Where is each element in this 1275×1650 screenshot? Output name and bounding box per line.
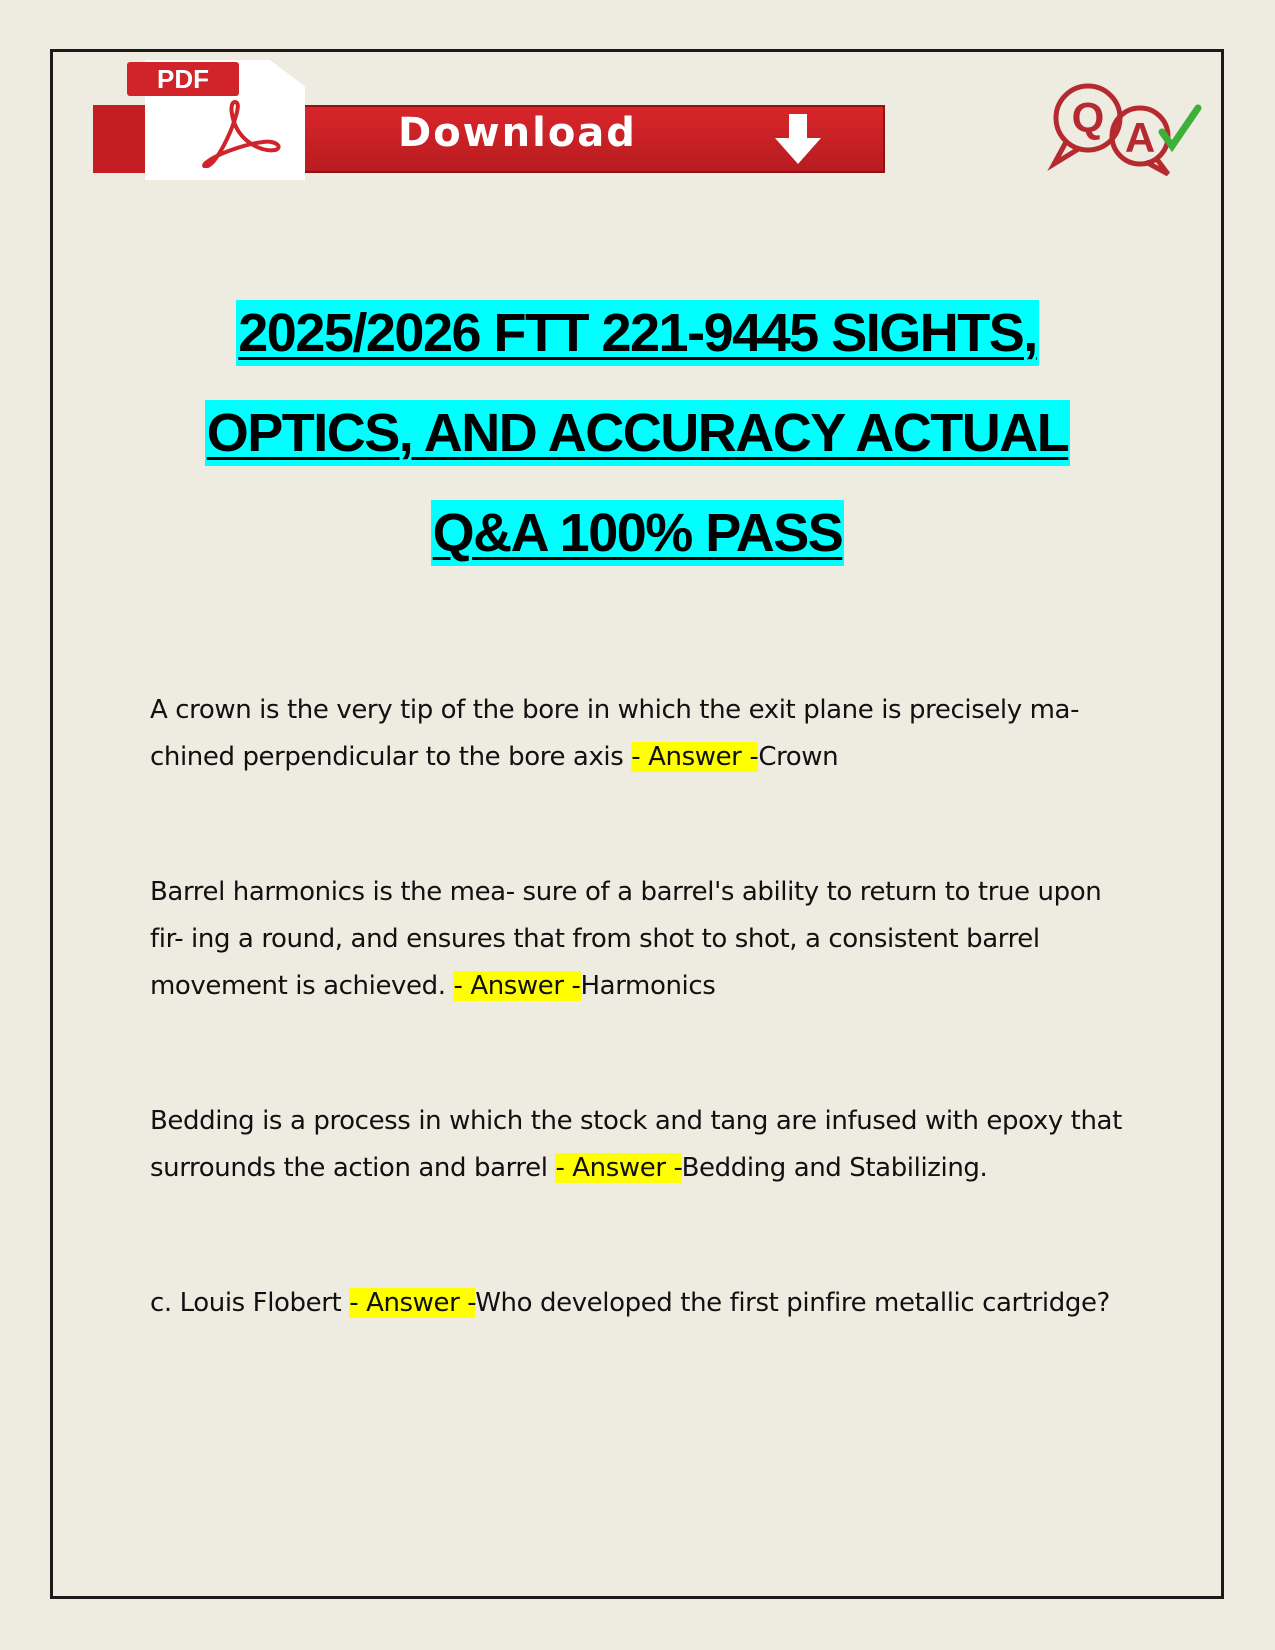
answer-text: Bedding and Stabilizing. [681,1153,988,1183]
answer-label: - Answer - [349,1288,476,1318]
question-text: Barrel harmonics is the mea- sure of a barrel's ability to return to true upon fir- ing a round, and ensures that from shot to shot, a consistent barrel movement is achieved. [150,877,1102,1001]
page-border [50,49,1224,1599]
download-arrow-icon [773,112,823,166]
answer-text: Who developed the first pinfire metallic cartridge? [475,1288,1110,1318]
acrobat-logo-icon [193,98,283,168]
qa-logo-icon [1040,80,1210,180]
qa-item-1 [150,687,1140,781]
qa-item-4 [150,1280,1140,1327]
pdf-tag: PDF [127,62,239,96]
answer-label: - Answer - [453,971,581,1001]
download-label[interactable]: Download [398,110,637,156]
answer-label: - Answer - [555,1153,682,1183]
a-letter: A [1124,114,1156,161]
qa-item-2 [150,869,1140,1010]
qa-item-3 [150,1098,1140,1192]
title-line-2: OPTICS, AND ACCURACY ACTUAL [205,400,1071,466]
document-title [100,300,1175,600]
answer-label: - Answer - [631,742,759,772]
question-text: A crown is the very tip of the bore in which the exit plane is precisely ma- chined perpendicular to the bore axis [150,695,1080,772]
answer-text: Harmonics [580,971,716,1001]
title-line-1: 2025/2026 FTT 221-9445 SIGHTS, [236,300,1038,366]
answer-text: Crown [758,742,839,772]
question-text: Bedding is a process in which the stock and tang are infused with epoxy that surrounds the action and barrel [150,1106,1122,1183]
download-bar-edge [93,105,149,173]
title-line-3: Q&A 100% PASS [431,500,845,566]
question-text: c. Louis Flobert [150,1288,350,1318]
q-letter: Q [1071,94,1105,141]
pdf-download-banner[interactable] [93,60,885,180]
